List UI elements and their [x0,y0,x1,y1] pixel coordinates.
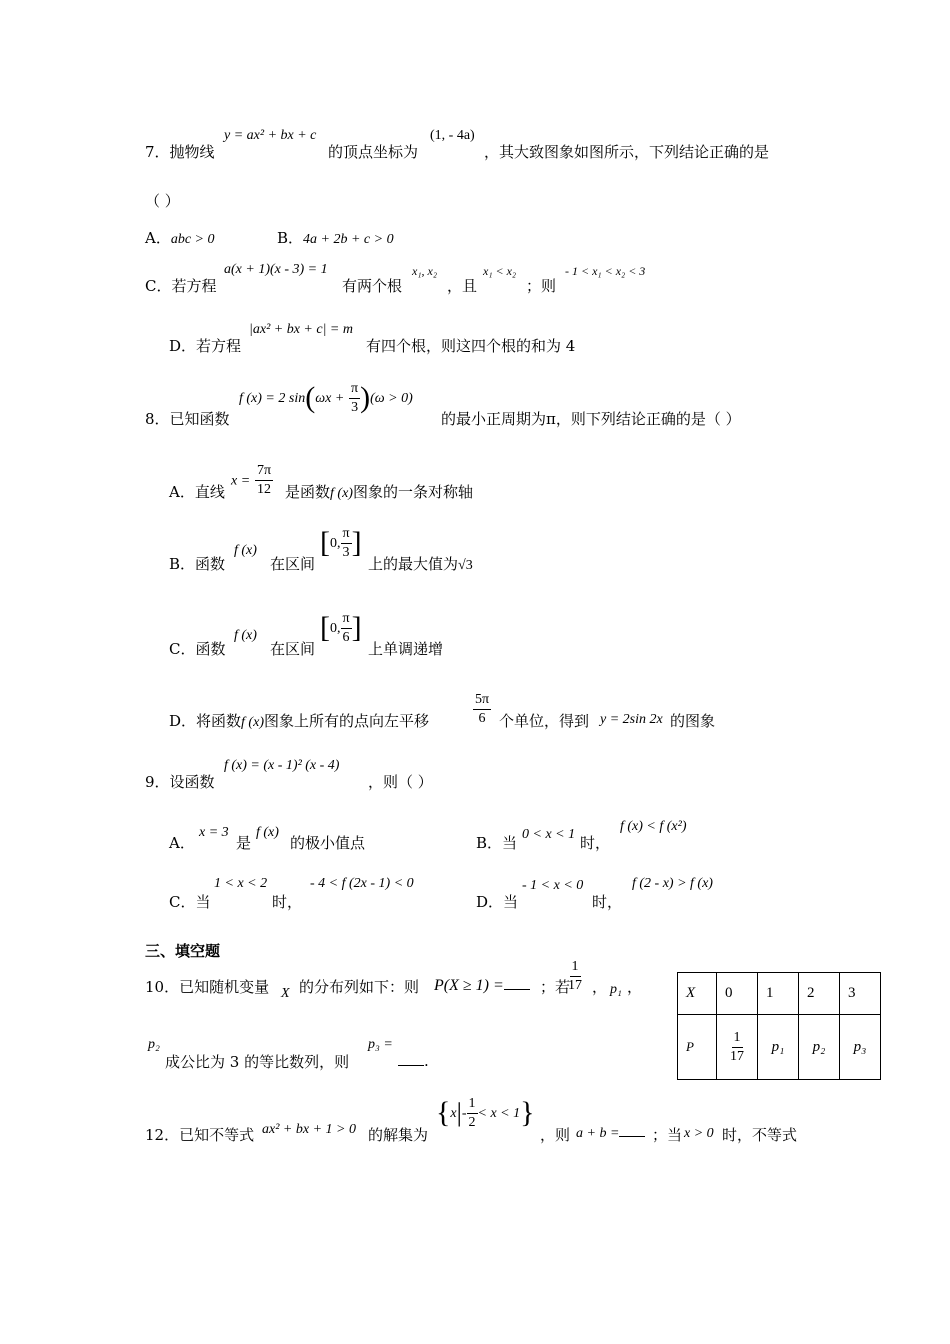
q8-option-a-text-3: 图象的一条对称轴 [352,483,473,501]
q8-option-c-int-left: 0, [330,621,341,636]
q7-option-c-text-4: ；则 [526,277,557,295]
q8-number: 8． [145,410,170,428]
q7-option-d-label-text[interactable] [169,335,241,356]
q8-option-b-text-2: 在区间 [270,555,316,573]
q7-vertex: (1, - 4a) [430,128,475,143]
q12-text-1: 已知不等式 [179,1126,255,1144]
q9-option-c-text-1: 当 [195,893,211,911]
q7-option-a-expr: abc > 0 [170,232,215,247]
q7-option-d-equation: |ax² + bx + c| = m [249,322,353,337]
q10-text-1: 已知随机变量 [179,978,270,996]
q10-number: 10． [145,978,180,996]
q7-option-c-text-3: ，且 [447,277,478,295]
q8-option-b-val: √3 [458,558,473,573]
q9-option-d-label-wrap[interactable] [476,891,518,912]
q8-option-b-den: 3 [342,544,350,560]
q9-option-c-label-wrap[interactable] [169,891,211,912]
q7-option-b-expr: 4a + 2b + c > 0 [303,232,394,247]
q8-option-c-text-3: 上单调递增 [368,640,444,658]
table-cell [717,1015,758,1080]
q12-blank-1[interactable] [619,1122,645,1137]
q8-option-d-f: f (x) [241,715,264,730]
q7-text-2: 的顶点坐标为 [328,143,419,161]
q8-option-a-num: 7π [255,464,273,481]
q7-number: 7． [145,143,170,161]
table-header-cell: 2 [799,973,840,1015]
q9-text-1: 设函数 [169,773,215,791]
q7-option-d-text-1: 若方程 [196,337,242,355]
q8-option-d-num: 5π [473,693,491,710]
q8-function-def: f (x) = 2 sin(ωx + $\frac{\pi}{3}$ )(ω > 0) [239,380,413,415]
q9-option-c-label: C． [169,893,196,911]
q8-option-b-f: f (x) [234,543,257,558]
q12-stem [145,1124,254,1145]
q9-text-2: ，则（ ） [368,773,433,791]
q8-option-d-text-2: 图象上所有的点向左平移 [263,712,429,730]
q8-option-a-f: f (x) [330,486,353,501]
q10-frac-den: 17 [568,978,582,993]
table-cell: P [678,1015,717,1080]
q8-option-c-text-2: 在区间 [270,640,316,658]
q7-option-c-text-2: 有两个根 [342,277,403,295]
q8-option-c-text-1: 函数 [195,640,226,658]
q8-option-b-label: B． [169,555,196,573]
q10-end [398,1051,429,1070]
q7-option-b[interactable] [277,227,394,248]
table-frac-den: 17 [730,1048,744,1064]
q10-text-6: 成公比为 3 的等比数列，则 [165,1053,350,1071]
q9-option-b-text-1: 当 [502,834,518,852]
q7-stem [145,141,215,162]
q9-option-c-text-2: 时， [272,893,303,911]
q8-option-c-num: π [341,612,352,629]
q8-option-b-text-3-wrap [368,553,473,574]
table-row [678,973,881,1015]
q7-option-d-label: D． [169,337,197,355]
table-cell: p₂ [799,1015,840,1080]
q7-option-c-roots: x₁, x₂ [412,264,437,278]
q10-frac-num: 1 [570,960,581,977]
q12-cond: x > 0 [684,1126,714,1141]
q9-option-a-text-2: 的极小值点 [290,834,366,852]
q10-p1: p₁ [610,982,622,997]
distribution-table [677,972,881,1080]
q7-option-c-text-1: 若方程 [171,277,217,295]
q7-text-1: 抛物线 [169,143,215,161]
q12-number: 12． [145,1126,180,1144]
q8-option-a-text-2: 是函数 [285,483,331,501]
q10-p2: p₂ [148,1037,160,1052]
q8-option-c-f: f (x) [234,628,257,643]
q8-option-b-int-left: 0, [330,536,341,551]
q8-option-d-text-3: 个单位，得到 [499,712,590,730]
q8-option-c-label-text[interactable] [169,638,226,659]
q10-text-4: ， [592,978,608,996]
q8-option-a-den: 12 [256,482,271,497]
q8-option-d-eq: y = 2sin 2x [600,712,663,727]
q12-set-den: 2 [468,1114,476,1130]
q7-option-d-text-2: 有四个根，则这四个根的和为 4 [366,337,576,355]
q8-option-d-frac [473,693,491,726]
q10-blank-1[interactable] [504,975,530,990]
q8-option-b-num: π [341,527,352,544]
q8-pi: π [349,382,360,399]
q9-number: 9． [145,773,170,791]
q12-sum: a + b = [576,1126,620,1141]
q8-arg: ωx + [315,391,345,406]
q10-p3: p₃ = [368,1037,393,1052]
q9-option-a-text-1: 是 [236,834,252,852]
q7-answer-paren: （ ） [145,192,180,210]
q9-option-c-cond: 1 < x < 2 [214,876,268,891]
q9-option-d-label: D． [476,893,504,911]
q9-option-b-label-wrap[interactable] [476,832,517,853]
q12-text-4: ；当 [652,1126,683,1144]
q9-option-b-ineq: f (x) < f (x²) [620,819,687,834]
q8-option-d-text-4: 的图象 [670,712,716,730]
q10-prob [434,975,530,995]
q10-frac [568,960,582,993]
q8-option-d-label-text[interactable] [169,710,429,731]
q12-set-num: 1 [467,1097,478,1114]
q10-stem [145,976,269,997]
q8-stem [145,408,230,429]
q8-option-a-x: x = [231,473,251,489]
table-cell: p₃ [840,1015,881,1080]
q9-option-d-ineq: f (2 - x) > f (x) [632,876,713,891]
q8-option-b-interval: [0, $\frac{\pi}{3}$ ] [320,525,362,560]
table-header-cell: 0 [717,973,758,1015]
q12-sum-wrap [576,1122,645,1142]
q8-option-c-label: C． [169,640,196,658]
q7-option-c-label-text[interactable] [145,275,217,296]
table-cell: p₁ [758,1015,799,1080]
q8-option-d-text-1: 将函数 [196,712,242,730]
q9-option-a-f: f (x) [256,825,279,840]
q9-option-b-cond: 0 < x < 1 [522,827,576,842]
q9-option-a-label-wrap[interactable] [169,832,195,853]
q8-option-a-text-2-wrap [285,481,473,502]
q12-set: {x|- $\frac{1}{2}$ < x < 1} [436,1095,535,1130]
q8-option-d-label: D． [169,712,197,730]
q7-option-c-label: C． [145,277,172,295]
q7-option-a[interactable] [145,227,215,248]
table-frac-num: 1 [732,1031,743,1048]
q12-set-minus: - [461,1106,467,1121]
q8-text-2: 的最小正周期为π，则下列结论正确的是（ ） [441,410,741,428]
q12-text-5: 时，不等式 [722,1126,798,1144]
q7-option-c-inequality: x₁ < x₂ [483,264,517,278]
q8-condition: (ω > 0) [370,391,413,406]
q7-option-a-label: A． [145,229,171,247]
q7-parabola-expr: y = ax² + bx + c [224,128,317,143]
q8-option-b-label-text[interactable] [169,553,225,574]
q9-option-c-ineq: - 4 < f (2x - 1) < 0 [310,876,414,891]
table-header-cell: X [678,973,717,1015]
q8-f-left: f (x) = 2 sin [239,391,306,406]
q10-text-3: ；若 [540,978,571,996]
q10-prob-expr: P(X ≥ 1) = [434,977,504,994]
q9-stem [145,771,215,792]
q10-text-5: ， [627,978,643,996]
q9-function-def: f (x) = (x - 1)² (x - 4) [224,758,340,773]
table-header-cell: 1 [758,973,799,1015]
q9-option-a-x: x = 3 [199,825,229,840]
q8-option-a-label: A． [169,483,195,501]
q12-ineq: ax² + bx + 1 > 0 [262,1122,356,1137]
q7-option-c-conclusion: - 1 < x₁ < x₂ < 3 [565,264,646,278]
q7-option-c-equation: a(x + 1)(x - 3) = 1 [224,262,328,277]
q9-option-b-text-2: 时， [580,834,611,852]
q8-text-1: 已知函数 [169,410,230,428]
q8-option-d-den: 6 [478,711,486,726]
q8-option-a-line [231,464,273,497]
q12-text-2: 的解集为 [368,1126,429,1144]
q10-text-2: 的分布列如下：则 [299,978,420,996]
q8-option-b-text-1: 函数 [195,555,226,573]
q7-text-3: ，其大致图象如图所示，下列结论正确的是 [484,143,770,161]
q8-three: 3 [351,399,359,415]
q10-period: . [424,1052,429,1070]
q8-option-a-label-text[interactable] [169,481,225,502]
q10-blank-2[interactable] [398,1051,424,1066]
q8-option-c-den: 6 [342,629,350,645]
q9-option-d-cond: - 1 < x < 0 [522,878,584,893]
q9-option-b-label: B． [476,834,503,852]
section-heading: 三、填空题 [145,942,221,960]
q9-option-d-text-1: 当 [503,893,519,911]
q8-option-a-text-1: 直线 [194,483,225,501]
q9-option-d-text-2: 时， [592,893,623,911]
q12-text-3: ，则 [540,1126,571,1144]
q7-option-b-label: B． [277,229,304,247]
table-header-cell: 3 [840,973,881,1015]
q12-set-x: x [450,1106,457,1121]
q12-set-cond: < x < 1 [477,1106,521,1121]
q8-option-c-interval: [0, $\frac{\pi}{6}$ ] [320,610,362,645]
q8-option-b-text-3: 上的最大值为 [368,555,459,573]
q10-X: X [281,986,290,1001]
q9-option-a-label: A． [169,834,195,852]
table-row [678,1015,881,1080]
